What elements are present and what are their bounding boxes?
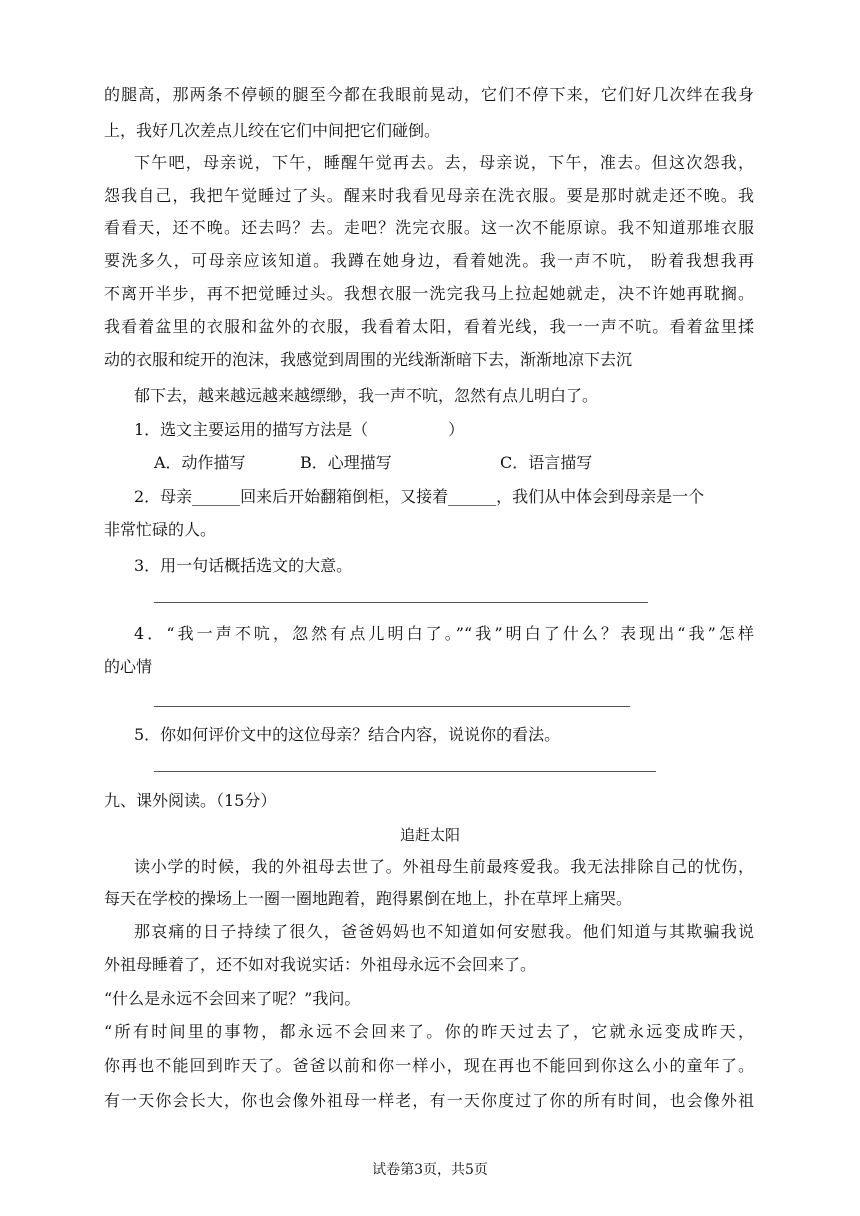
passage-line: 不离开半步，再不把觉睡过头。我想衣服一洗完我马上拉起她就走，决不许她再耽搁。 xyxy=(104,284,754,303)
option-b: B．心理描写 xyxy=(300,453,392,472)
question-1: 1．选文主要运用的描写方法是（ ） xyxy=(134,420,465,439)
question-4-cont: 的心情 xyxy=(104,657,153,676)
story-line: “什么是永远不会回来了呢？”我问。 xyxy=(104,989,361,1008)
story-line: 外祖母睡着了，还不如对我说实话：外祖母永远不会回来了。 xyxy=(104,955,537,974)
passage-line: 怨我自己，我把午觉睡过了头。醒来时我看见母亲在洗衣服。要是那时就走还不晚。我 xyxy=(104,186,754,205)
question-5: 5．你如何评价文中的这位母亲？结合内容，说说你的看法。 xyxy=(134,725,561,744)
passage-line: 看看天，还不晚。还去吗？去。走吧？洗完衣服。这一次不能原谅。我不知道那堆衣服 xyxy=(104,218,754,237)
answer-line[interactable] xyxy=(154,706,630,707)
option-c: C．语言描写 xyxy=(500,453,593,472)
passage-line: 要洗多久，可母亲应该知道。我蹲在她身边，看着她洗。我一声不吭， 盼着我想我再 xyxy=(104,251,754,270)
question-2-cont: 非常忙碌的人。 xyxy=(104,520,217,539)
story-line: 每天在学校的操场上一圈一圈地跑着，跑得累倒在地上，扑在草坪上痛哭。 xyxy=(104,889,633,908)
passage-line: 郁下去，越来越远越来越缥缈，我一声不吭，忽然有点儿明白了。 xyxy=(134,386,599,405)
story-line: 读小学的时候，我的外祖母去世了。外祖母生前最疼爱我。我无法排除自己的忧伤， xyxy=(134,857,754,876)
question-3: 3．用一句话概括选文的大意。 xyxy=(134,556,353,575)
story-line: 你再也不能回到昨天了。爸爸以前和你一样小，现在再也不能回到你这么小的童年了。 xyxy=(104,1056,754,1075)
passage-line: 我看着盆里的衣服和盆外的衣服，我看着太阳，看着光线，我一一声不吭。看着盆里揉 xyxy=(104,317,754,336)
passage-line: 动的衣服和绽开的泡沫，我感觉到周围的光线渐渐暗下去，渐渐地凉下去沉 xyxy=(104,350,633,369)
answer-line[interactable] xyxy=(154,771,656,772)
page-footer: 试卷第3页，共5页 xyxy=(372,1162,488,1178)
story-title: 追赶太阳 xyxy=(399,826,460,844)
question-2: 2．母亲______回来后开始翻箱倒柜，又接着______，我们从中体会到母亲是一个 xyxy=(134,487,705,506)
passage-line: 的腿高，那两条不停顿的腿至今都在我眼前晃动，它们不停下来，它们好几次绊在我身 xyxy=(104,85,754,104)
story-line: 有一天你会长大，你也会像外祖母一样老，有一天你度过了你的所有时间，也会像外祖 xyxy=(104,1091,754,1110)
story-line: 那哀痛的日子持续了很久，爸爸妈妈也不知道如何安慰我。他们知道与其欺骗我说 xyxy=(134,922,754,941)
passage-line: 上，我好几次差点儿绞在它们中间把它们碰倒。 xyxy=(104,121,441,140)
answer-line[interactable] xyxy=(154,602,648,603)
story-line: “所有时间里的事物，都永远不会回来了。你的昨天过去了，它就永远变成昨天， xyxy=(104,1022,754,1041)
question-4: 4．“我一声不吭，忽然有点儿明白了。”“我”明白了什么？表现出“我”怎样 xyxy=(134,624,754,643)
option-a: A．动作描写 xyxy=(154,453,246,472)
section-heading: 九、课外阅读。（15分） xyxy=(104,791,277,810)
passage-line: 下午吧，母亲说，下午，睡醒午觉再去。去，母亲说，下午，准去。但这次怨我， xyxy=(134,153,754,172)
